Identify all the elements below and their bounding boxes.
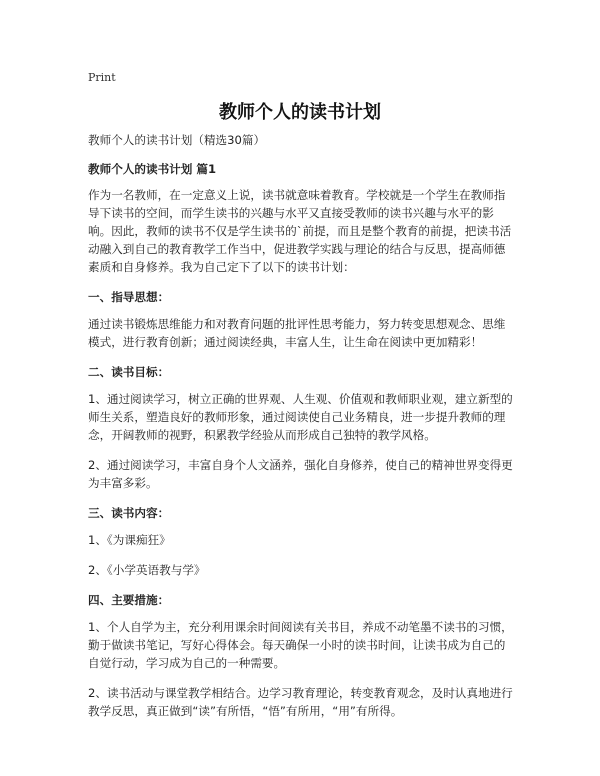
section-paragraph: 1、个人自学为主，充分利用课余时间阅读有关书目，养成不动笔墨不读书的习惯，勤于做读书笔记，写好心得体会。每天确保一小时的读书时间，让读书成为自己的自觉行动，学习成为自己的一种需要。: [88, 620, 513, 670]
intro-paragraph: 作为一名教师，在一定意义上说，读书就意味着教育。学校就是一个学生在教师指导下读书的空间，而学生读书的兴趣与水平又直接受教师的读书兴趣与水平的影响。因此，教师的读书不仅是学生读书的`前提，而且是整个教育的前提，把读书活动融入到自己的教育教学工作当中，促进教学实践与理论的结合与反思，提高师德素质和自身修养。我为自己定下了以下的读书计划：: [88, 188, 512, 274]
book-item: 1、《为课痴狂》: [88, 533, 171, 547]
section-heading-guiding-thought: 一、指导思想：: [88, 290, 170, 304]
article-heading: 教师个人的读书计划 篇1: [88, 162, 217, 176]
document-title: 教师个人的读书计划: [219, 102, 381, 123]
section-paragraph: 通过读书锻炼思维能力和对教育问题的批评性思考能力，努力转变思想观念、思维模式，进行教育创新；通过阅读经典，丰富人生，让生命在阅读中更加精彩！: [88, 317, 506, 349]
document-body: [88, 131, 514, 732]
section-paragraph: 1、通过阅读学习，树立正确的世界观、人生观、价值观和教师职业观，建立新型的师生关系，塑造良好的教师形象，通过阅读使自己业务精良，进一步提升教师的理念，开阔教师的视野，积累教学经验从而形成自己独特的教学风格。: [88, 392, 513, 442]
book-item: 2、《小学英语教与学》: [88, 563, 206, 577]
section-heading-reading-goals: 二、读书目标：: [88, 365, 170, 379]
section-heading-main-measures: 四、主要措施：: [88, 593, 170, 607]
section-paragraph: 2、通过阅读学习，丰富自身个人文涵养，强化自身修养，使自己的精神世界变得更为丰富多彩。: [88, 458, 513, 490]
document-subtitle: 教师个人的读书计划（精选30篇）: [88, 133, 266, 147]
section-paragraph: 2、读书活动与课堂教学相结合。边学习教育理论，转变教育观念，及时认真地进行教学反思，真正做到“读”有所悟，“悟”有所用，“用”有所得。: [88, 686, 513, 718]
section-heading-reading-content: 三、读书内容：: [88, 506, 170, 520]
print-link[interactable]: Print: [88, 71, 116, 84]
